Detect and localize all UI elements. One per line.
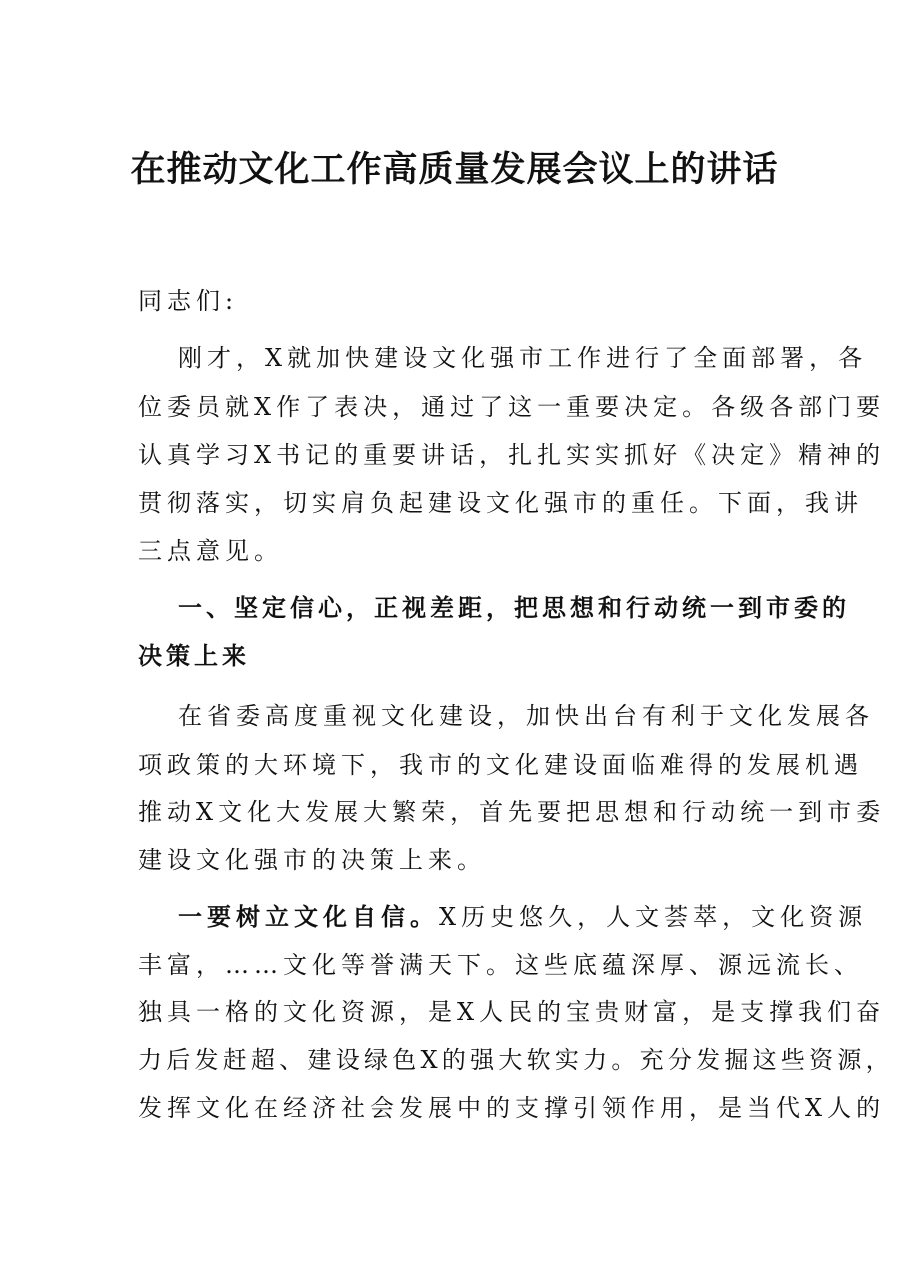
paragraph-1-line-5: 三点意见。 — [138, 537, 283, 565]
paragraph-1-line-3: 认真学习X书记的重要讲话，扎扎实实抓好《决定》精神的 — [138, 441, 886, 469]
paragraph-1-line-1: 刚才，X就加快建设文化强市工作进行了全面部署，各 — [178, 344, 868, 372]
paragraph-3-line-4: 力后发赶超、建设绿色X的强大软实力。充分发掘这些资源， — [138, 1046, 894, 1074]
paragraph-3-first-rest: X历史悠久，人文荟萃，文化资源 — [439, 903, 868, 931]
paragraph-3-line-2: 丰富，……文化等誉满天下。这些底蕴深厚、源远流长、 — [138, 951, 863, 979]
paragraph-3-line-1 — [178, 902, 867, 932]
paragraph-3-lead: 一要树立文化自信。 — [178, 903, 439, 931]
paragraph-2-line-1: 在省委高度重视文化建设，加快出台有利于文化发展各 — [178, 702, 874, 730]
section-heading-line-2: 决策上来 — [138, 642, 250, 670]
section-heading-line-1: 一、坚定信心，正视差距，把思想和行动统一到市委的 — [178, 594, 850, 622]
paragraph-3-line-3: 独具一格的文化资源，是X人民的宝贵财富，是支撑我们奋 — [138, 998, 886, 1026]
paragraph-1-line-2: 位委员就X作了表决，通过了这一重要决定。各级各部门要 — [138, 393, 886, 421]
paragraph-1-line-4: 贯彻落实，切实肩负起建设文化强市的重任。下面，我讲 — [138, 489, 863, 517]
paragraph-2-line-3: 推动X文化大发展大繁荣，首先要把思想和行动统一到市委 — [138, 798, 886, 826]
salutation: 同志们: — [138, 287, 239, 315]
document-title: 在推动文化工作高质量发展会议上的讲话 — [130, 150, 779, 190]
paragraph-2-line-4: 建设文化强市的决策上来。 — [138, 846, 486, 874]
paragraph-2-line-2: 项政策的大环境下，我市的文化建设面临难得的发展机遇 — [138, 751, 863, 779]
paragraph-3-line-5: 发挥文化在经济社会发展中的支撑引领作用，是当代X人的 — [138, 1094, 886, 1122]
